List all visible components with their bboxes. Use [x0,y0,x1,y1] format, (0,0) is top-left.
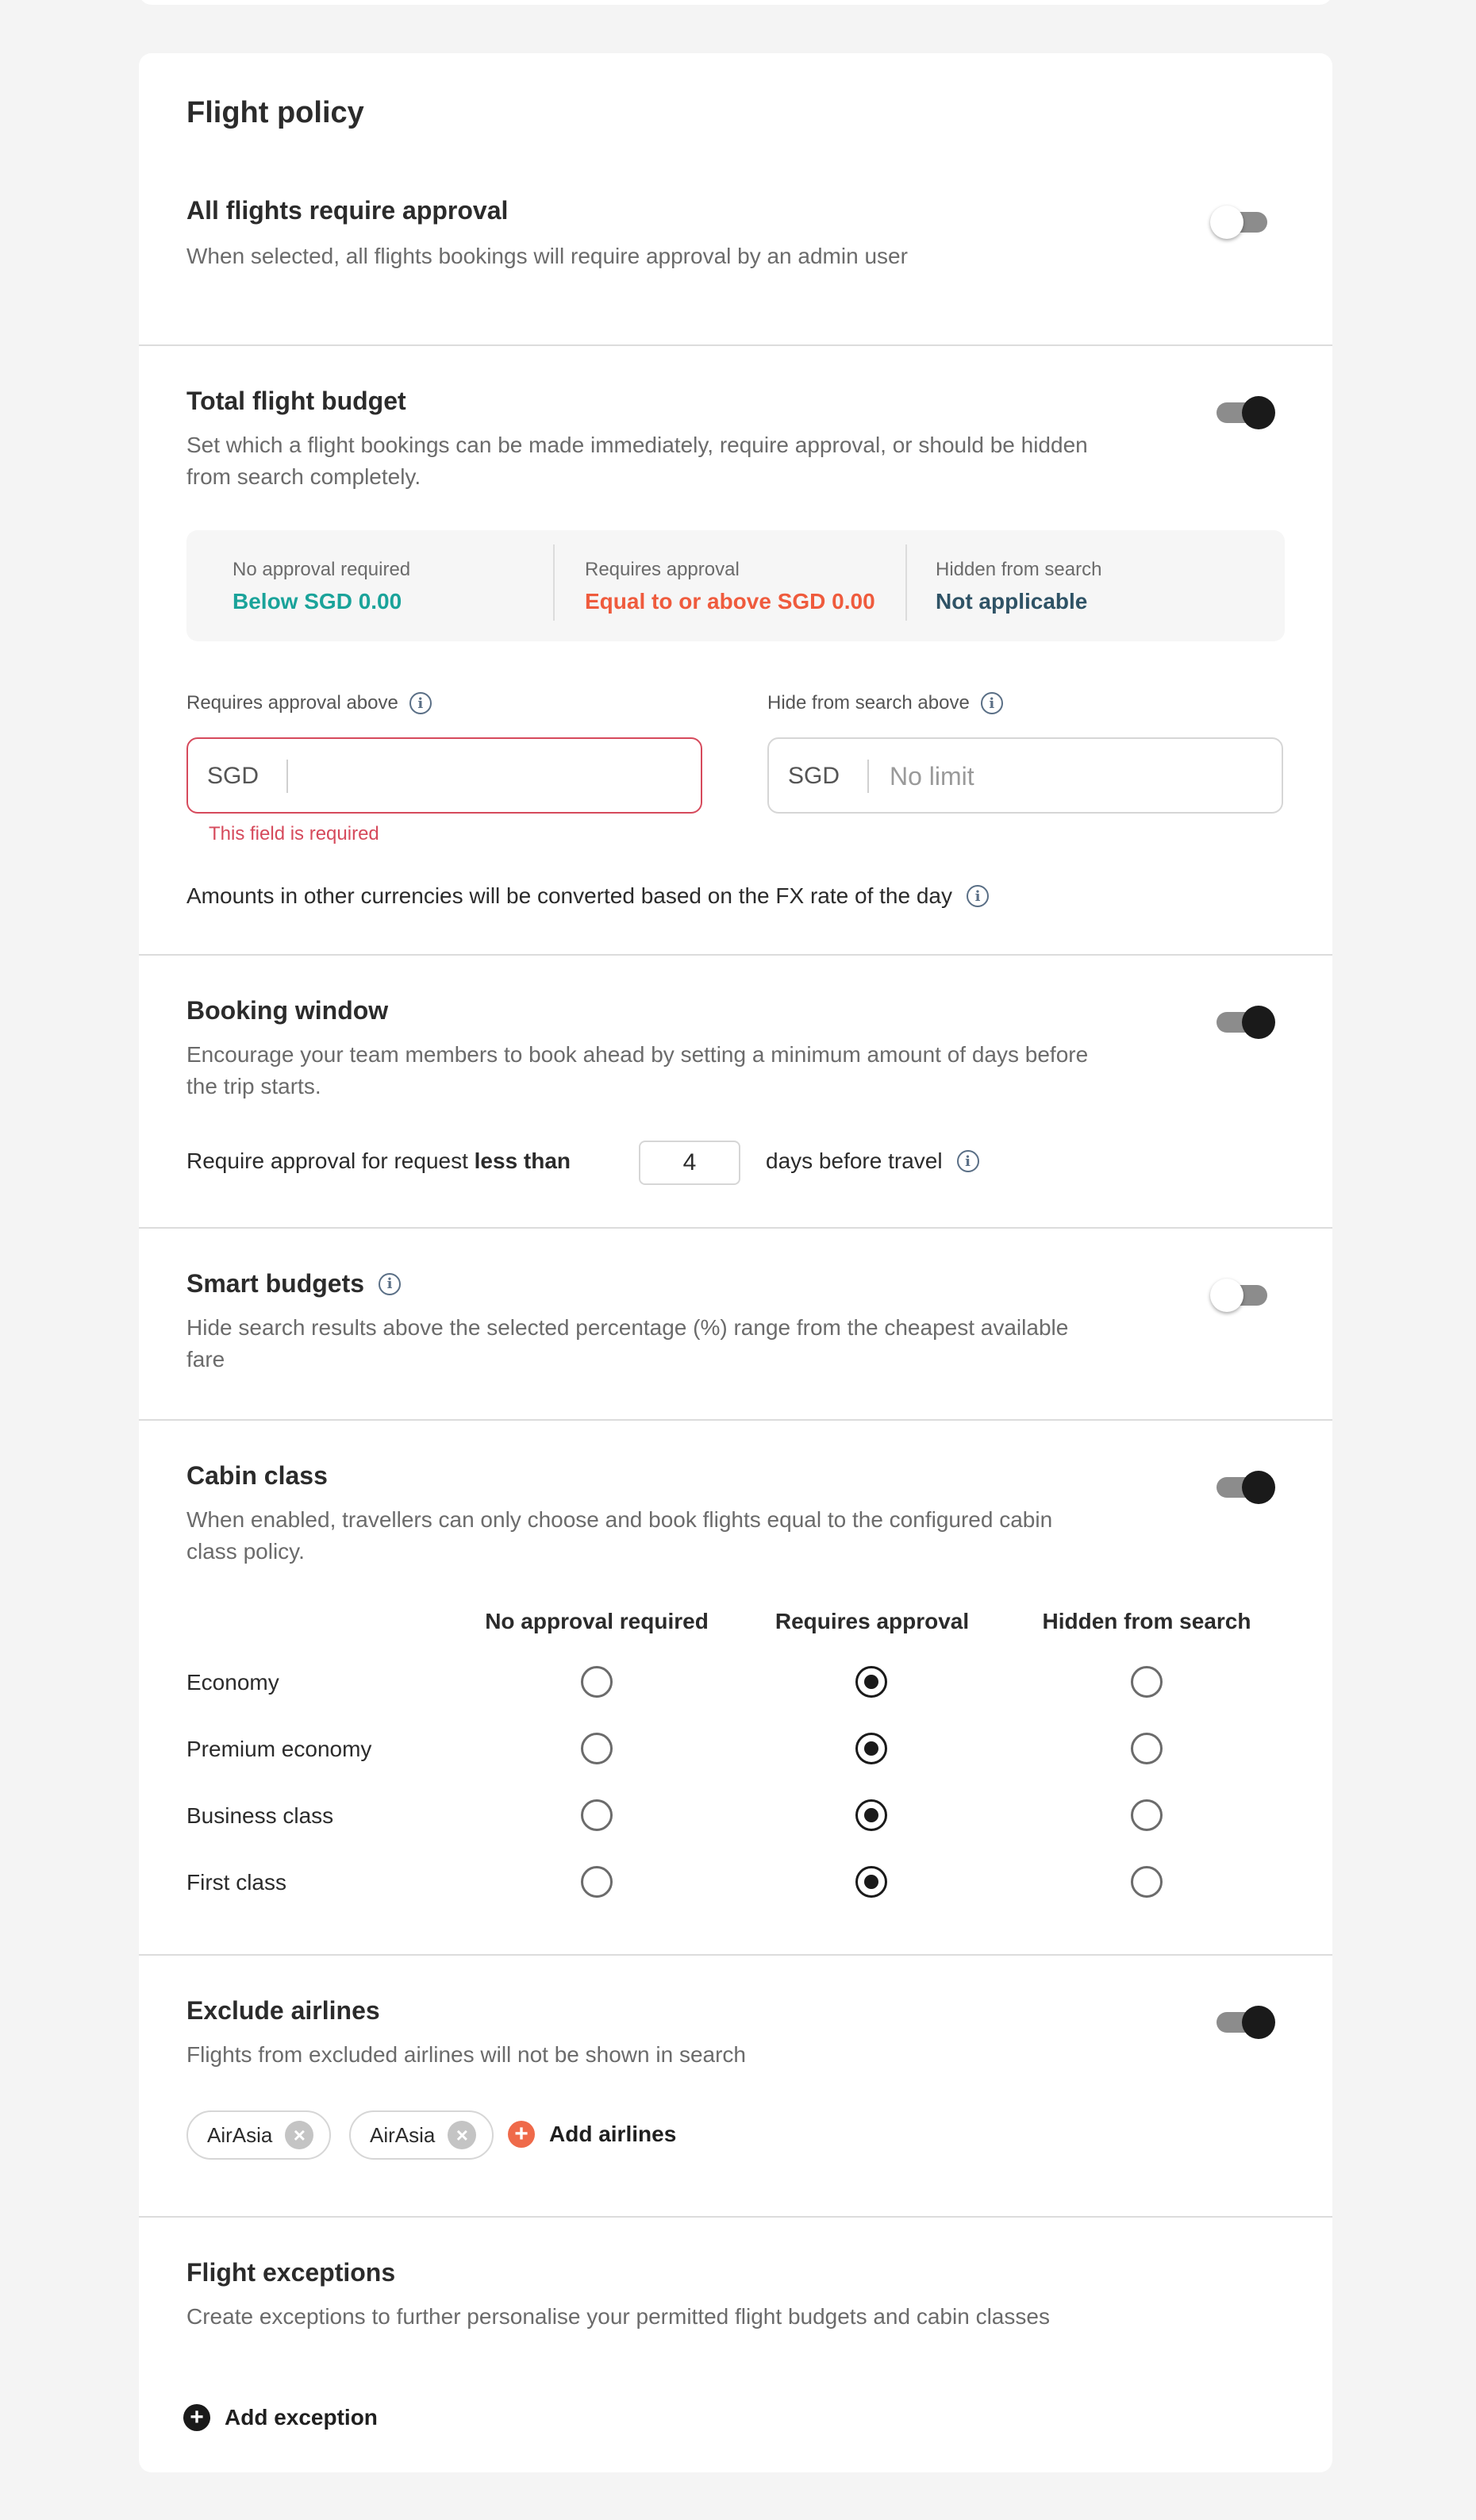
booking-window-suffix [766,1148,979,1174]
exclude-airlines-toggle[interactable] [1209,2003,1275,2042]
airline-chip [349,2110,494,2160]
radio-business-no-approval[interactable] [581,1799,613,1831]
fx-note [186,883,989,909]
rule-emphasis: less than [474,1148,571,1173]
smart-budgets-toggle[interactable] [1209,1275,1275,1315]
summary-label: No approval required [233,559,411,580]
fx-note-text: Amounts in other currencies will be converted based on the FX rate of the day [186,883,952,908]
hide-above-label [767,692,1003,714]
booking-window-toggle[interactable] [1209,1002,1275,1042]
info-icon[interactable]: i [967,885,989,907]
divider [139,954,1332,956]
total-budget-description: Set which a flight bookings can be made immediately, require approval, or should be hidden from search completely. [186,433,1088,489]
smart-budgets-title: Smart budgets [186,1269,365,1298]
cabin-class-description: When enabled, travellers can only choose and book flights equal to the configured cabin class policy. [186,1507,1053,1564]
info-icon[interactable]: i [379,1273,401,1295]
field-divider [867,760,869,793]
smart-budgets-description: Hide search results above the selected percentage (%) range from the cheapest available fare [186,1315,1069,1372]
previous-card [139,0,1332,5]
approval-above-field[interactable] [186,737,702,814]
flight-exceptions-title: Flight exceptions [186,2258,396,2287]
radio-business-hidden[interactable] [1131,1799,1163,1831]
cabin-row-label: First class [186,1870,286,1895]
plus-icon: + [183,2404,210,2431]
add-exception-button[interactable] [183,2404,378,2431]
booking-window-days-input[interactable] [639,1141,740,1185]
airline-chip [186,2110,331,2160]
add-airlines-label: Add airlines [549,2122,677,2146]
info-icon[interactable]: i [957,1150,979,1172]
summary-divider [553,544,555,621]
cabin-row-label: Business class [186,1803,334,1828]
airline-chip-label: AirAsia [207,2122,273,2147]
divider [139,344,1332,346]
divider [139,1227,1332,1229]
airline-chip-label: AirAsia [370,2122,436,2147]
info-icon[interactable]: i [981,692,1003,714]
all-flights-approval-title: All flights require approval [186,196,509,225]
summary-value: Below SGD 0.00 [233,589,402,614]
budget-summary [186,530,1285,641]
close-icon[interactable]: × [448,2121,476,2149]
hide-above-label-text: Hide from search above [767,692,970,714]
cabin-class-title: Cabin class [186,1461,328,1490]
exclude-airlines-description: Flights from excluded airlines will not be shown in search [186,2042,746,2067]
add-airlines-button[interactable] [508,2121,676,2148]
column-hidden: Hidden from search [1042,1609,1251,1633]
rule-suffix: days before travel [766,1148,943,1173]
column-no-approval: No approval required [485,1609,709,1633]
radio-economy-no-approval[interactable] [581,1666,613,1698]
booking-window-description: Encourage your team members to book ahead by setting a minimum amount of days before the trip starts. [186,1042,1089,1098]
all-flights-approval-description: When selected, all flights bookings will require approval by an admin user [186,244,908,268]
info-icon[interactable]: i [409,692,432,714]
approval-above-label [186,692,432,714]
column-requires-approval: Requires approval [775,1609,970,1633]
hide-above-input[interactable] [888,753,1264,799]
total-budget-title: Total flight budget [186,387,406,415]
flight-policy-card [139,53,1332,2472]
summary-value: Equal to or above SGD 0.00 [585,589,875,614]
total-budget-toggle[interactable] [1209,393,1275,433]
field-divider [286,760,288,793]
exclude-airlines-title: Exclude airlines [186,1996,380,2025]
smart-budgets-heading [186,1269,401,1298]
close-icon[interactable]: × [285,2121,313,2149]
approval-above-error: This field is required [209,823,379,844]
flight-exceptions-description: Create exceptions to further personalise your permitted flight budgets and cabin classes [186,2304,1050,2329]
approval-above-input[interactable] [307,753,683,799]
summary-label: Hidden from search [936,559,1102,580]
cabin-row-label: Economy [186,1670,279,1695]
divider [139,1954,1332,1956]
radio-economy-requires-approval[interactable] [855,1666,887,1698]
summary-label: Requires approval [585,559,740,580]
hide-above-field[interactable] [767,737,1283,814]
radio-first-no-approval[interactable] [581,1866,613,1898]
radio-first-hidden[interactable] [1131,1866,1163,1898]
divider [139,2216,1332,2218]
booking-window-title: Booking window [186,996,389,1025]
divider [139,1419,1332,1421]
summary-divider [905,544,907,621]
radio-first-requires-approval[interactable] [855,1866,887,1898]
all-flights-approval-toggle[interactable] [1209,202,1275,242]
cabin-row-label: Premium economy [186,1737,372,1761]
booking-window-rule [186,1148,571,1174]
radio-premium-requires-approval[interactable] [855,1733,887,1764]
cabin-class-toggle[interactable] [1209,1468,1275,1507]
page-title: Flight policy [186,96,364,129]
radio-premium-hidden[interactable] [1131,1733,1163,1764]
radio-business-requires-approval[interactable] [855,1799,887,1831]
radio-premium-no-approval[interactable] [581,1733,613,1764]
plus-icon: + [508,2121,535,2148]
currency-label: SGD [788,763,840,789]
summary-value: Not applicable [936,589,1088,614]
rule-prefix: Require approval for request [186,1148,468,1173]
add-exception-label: Add exception [225,2405,378,2430]
approval-above-label-text: Requires approval above [186,692,398,714]
radio-economy-hidden[interactable] [1131,1666,1163,1698]
currency-label: SGD [207,763,259,789]
